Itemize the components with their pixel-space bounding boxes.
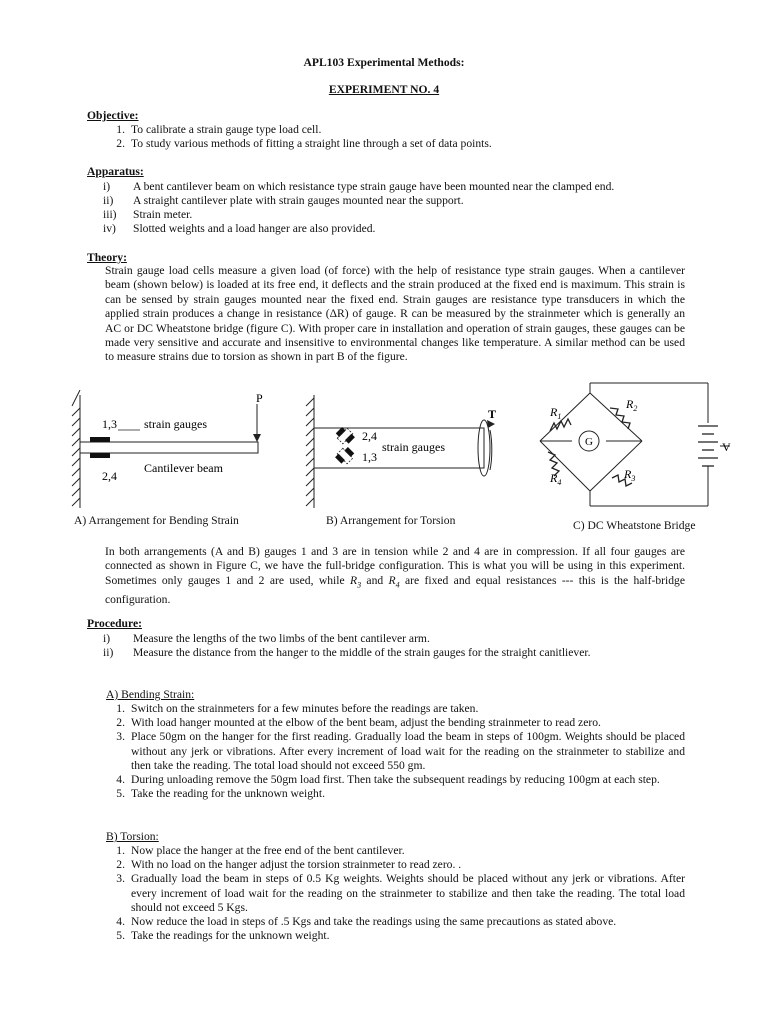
theory-heading: Theory: <box>87 251 127 264</box>
list-item: 4. Now reduce the load in steps of .5 Kgs and take the readings using the same precautions as stated above. <box>116 915 617 929</box>
torsion-heading: B) Torsion: <box>106 830 159 843</box>
torsion-list <box>103 844 685 943</box>
arrangement-paragraph: In both arrangements (A and B) gauges 1 and 3 are in tension while 2 and 4 are in compression. If all four gauges are connected as shown in Figure C, we have the full-bridge configuration. This is what you will be using in this experiment. Sometimes only gauges 1 and 2 are used, while $R_3$ and $R_4$ are fixed and equal resistances --- this is the half-bridge configuration. <box>105 545 685 606</box>
gauge-bottom-label: 2,4 <box>102 469 117 483</box>
figure-b-torsion <box>300 390 510 520</box>
list-item: iv) Slotted weights and a load hanger are also provided. <box>103 222 376 235</box>
r3-label: $R_3$ <box>624 467 636 483</box>
list-item: 5. Take the reading for the unknown weight. <box>116 787 325 801</box>
gauge-top-label: 2,4 <box>362 429 377 443</box>
figure-b-caption: B) Arrangement for Torsion <box>326 514 456 527</box>
objective-list <box>103 123 685 151</box>
list-item: 1. To calibrate a strain gauge type load cell. <box>116 123 322 136</box>
list-item: 1. Now place the hanger at the free end of the bent cantilever. <box>116 844 405 857</box>
list-item: ii) Measure the distance from the hanger to the middle of the strain gauges for the straight canitliever. <box>103 646 591 659</box>
procedure-heading: Procedure: <box>87 617 142 630</box>
r2-label: $R_2$ <box>626 397 638 413</box>
experiment-title: EXPERIMENT NO. 4 <box>328 83 440 96</box>
bending-heading: A) Bending Strain: <box>106 688 195 701</box>
torque-t-label: T <box>488 407 497 421</box>
r1-label: $R_1$ <box>550 405 562 421</box>
gauge-bottom-label: 1,3 <box>362 450 377 464</box>
list-item: 3. Place 50gm on the hanger for the first reading. Gradually load the beam in steps of 100gm. Weights should be placed without any jerk or vibrations. After every increment of load wait for the reading on the strainmeter to stabilize and then take the reading. The total load should not exceed 550 gm. <box>116 730 685 772</box>
figure-a-cantilever <box>60 390 300 520</box>
list-item: i) A bent cantilever beam on which resistance type strain gauge have been mounted near the clamped end. <box>103 180 615 193</box>
cantilever-beam-label: Cantilever beam <box>144 461 223 475</box>
list-item: iii) Strain meter. <box>103 208 193 221</box>
galvanometer-label: G <box>585 436 593 448</box>
apparatus-heading: Apparatus: <box>87 165 144 178</box>
list-item: 1. Switch on the strainmeters for a few minutes before the readings are taken. <box>116 702 479 715</box>
figure-c-caption: C) DC Wheatstone Bridge <box>573 519 696 532</box>
list-item: 2. To study various methods of fitting a straight line through a set of data points. <box>116 137 492 151</box>
list-item: 3. Gradually load the beam in steps of 0.5 Kg weights. Weights should be placed without any jerk or vibrations. After every increment of load wait for the reading on the strainmeter to stabilize and then take the reading. The total load should not exceed 5 Kgs. <box>116 872 685 914</box>
course-title: APL103 Experimental Methods: <box>303 56 465 69</box>
list-item: 4. During unloading remove the 50gm load first. Then take the subsequent readings by reducing 100gm at each step. <box>116 773 660 787</box>
strain-gauges-label: strain gauges <box>144 417 207 431</box>
strain-gauges-label: strain gauges <box>382 440 445 454</box>
list-item: 2. With load hanger mounted at the elbow of the bent beam, adjust the bending strainmeter to read zero. <box>116 716 601 730</box>
r4-label: $R_4$ <box>550 471 562 487</box>
list-item: 5. Take the readings for the unknown weight. <box>116 929 330 943</box>
gauge-top-label: 1,3 <box>102 417 117 431</box>
list-item: 2. With no load on the hanger adjust the torsion strainmeter to read zero. . <box>116 858 462 872</box>
objective-heading: Objective: <box>87 109 139 122</box>
figure-a-caption: A) Arrangement for Bending Strain <box>74 514 239 527</box>
list-item: i) Measure the lengths of the two limbs of the bent cantilever arm. <box>103 632 430 645</box>
figure-c-wheatstone-bridge <box>530 378 750 518</box>
voltage-label: V <box>722 440 731 454</box>
list-item: ii) A straight cantilever plate with strain gauges mounted near the support. <box>103 194 464 207</box>
bending-list <box>103 702 685 801</box>
load-p-label: P <box>256 391 263 405</box>
theory-paragraph: Strain gauge load cells measure a given load (of force) with the help of resistance type strain gauges. When a cantilever beam (shown below) is loaded at its free end, it deflects and the strain produced at the fixed end is maximum. This strain is can be sensed by strain gauges mounted near the fixed end. Strain gauges are resistance type transducers in which the applied strain produces a change in resistance (ΔR) of gauge. R can be measured by the strainmeter which is generally an AC or DC Wheatstone bridge (figure C). With proper care in installation and operation of strain gauges, these gauges can be made very sensitive and accurate and insensitive to environmental changes like temperature. A similar method can be used to measure strains due to torsion as shown in part B of the figure. <box>105 264 685 364</box>
